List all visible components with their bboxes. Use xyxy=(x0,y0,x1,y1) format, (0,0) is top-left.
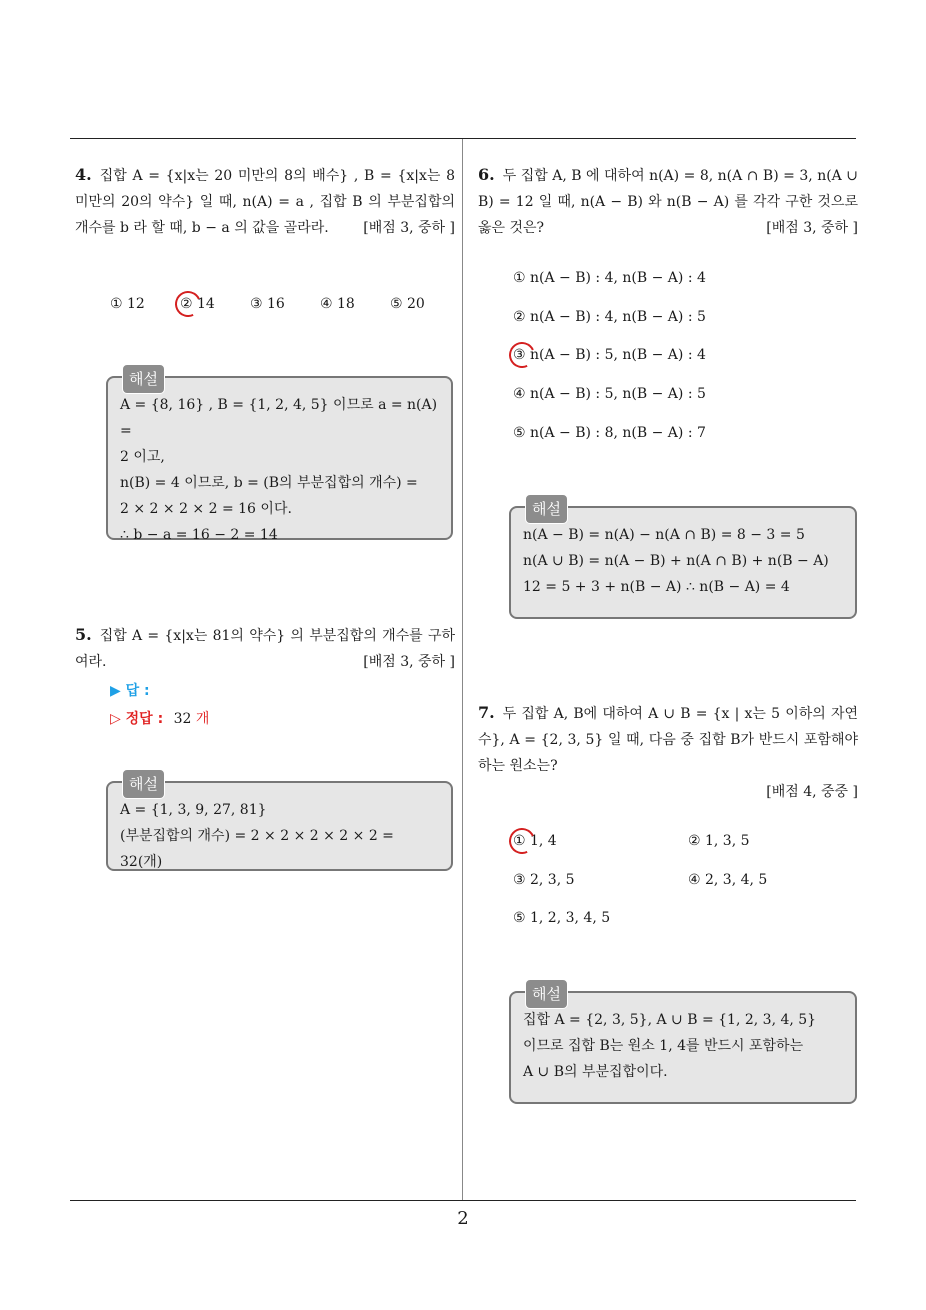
choice-2[interactable]: ② n(A − B) : 4, n(B − A) : 5 xyxy=(513,309,706,325)
bottom-rule xyxy=(70,1200,856,1201)
column-divider xyxy=(462,139,463,1201)
question-meta: [배점 3, 중하 ] xyxy=(363,220,455,236)
selected-answer-mark xyxy=(505,338,538,371)
solution-line: n(A − B) = n(A) − n(A ∩ B) = 8 − 3 = 5 xyxy=(523,527,805,543)
question-number: 7. xyxy=(478,703,495,722)
question-number: 5. xyxy=(75,625,92,644)
solution-line: 2 이고, xyxy=(120,449,165,465)
solution-tag: 해설 xyxy=(122,364,165,394)
question-text: 집합 A = {x|x는 81의 약수} 의 부분집합의 개수를 구하여라. xyxy=(75,628,455,670)
question-5 xyxy=(75,622,455,675)
choice-4[interactable]: ④ 18 xyxy=(320,296,355,312)
solution-line: (부분집합의 개수) = 2 × 2 × 2 × 2 × 2 = 32(개) xyxy=(120,828,394,870)
question-text: 집합 A = {x|x는 20 미만의 8의 배수} , B = {x|x는 8 미만의 20의 약수} 일 때, n(A) = a , 집합 B 의 부분집합의 개수를 b 라 할 때, b − a 의 값을 골라라. xyxy=(75,168,455,236)
solution-line: 집합 A = {2, 3, 5}, A ∪ B = {1, 2, 3, 4, 5} xyxy=(523,1012,817,1028)
correct-answer xyxy=(110,708,209,728)
correct-label: ▷ 정답 : xyxy=(110,711,164,727)
question-meta: [배점 3, 중하 ] xyxy=(766,220,858,236)
choice-1[interactable]: ① 1, 4 xyxy=(513,833,557,849)
solution-line: n(B) = 4 이므로, b = (B의 부분집합의 개수) = xyxy=(120,475,418,491)
choice-3[interactable]: ③ 2, 3, 5 xyxy=(513,872,575,888)
solution-tag: 해설 xyxy=(122,769,165,799)
solution-line: n(A ∪ B) = n(A − B) + n(A ∩ B) + n(B − A) xyxy=(523,553,829,569)
choice-4[interactable]: ④ n(A − B) : 5, n(B − A) : 5 xyxy=(513,386,706,402)
choice-5[interactable]: ⑤ 1, 2, 3, 4, 5 xyxy=(513,910,611,926)
question-number: 6. xyxy=(478,165,495,184)
choice-4[interactable]: ④ 2, 3, 4, 5 xyxy=(688,872,768,888)
solution-box xyxy=(106,370,453,543)
question-number: 4. xyxy=(75,165,92,184)
choice-3[interactable]: ③ 16 xyxy=(250,296,285,312)
solution-tag: 해설 xyxy=(525,494,568,524)
choice-2[interactable]: ② 1, 3, 5 xyxy=(688,833,750,849)
solution-line: ∴ b − a = 16 − 2 = 14 xyxy=(120,527,278,543)
choice-5[interactable]: ⑤ n(A − B) : 8, n(B − A) : 7 xyxy=(513,425,706,441)
answer-label: ▶ 답 : xyxy=(110,683,150,699)
solution-tag: 해설 xyxy=(525,979,568,1009)
question-7 xyxy=(478,700,858,805)
choice-2[interactable]: ② 14 xyxy=(180,296,215,312)
question-4 xyxy=(75,162,455,241)
question-text: 두 집합 A, B 에 대하여 n(A) = 8, n(A ∩ B) = 3, n(A ∪ B) = 12 일 때, n(A − B) 와 n(B − A) 를 각각 구한 것으로 옳은 것은? xyxy=(478,168,858,236)
top-rule xyxy=(70,138,856,139)
choice-3[interactable]: ③ n(A − B) : 5, n(B − A) : 4 xyxy=(513,347,706,363)
choice-1[interactable]: ① 12 xyxy=(110,296,145,312)
question-meta: [배점 4, 중중 ] xyxy=(766,784,858,800)
choice-5[interactable]: ⑤ 20 xyxy=(390,296,425,312)
solution-line: A = {1, 3, 9, 27, 81} xyxy=(120,802,267,818)
question-text: 두 집합 A, B에 대하여 A ∪ B = {x | x는 5 이하의 자연수}, A = {2, 3, 5} 일 때, 다음 중 집합 B가 반드시 포함해야 하는 원소는? xyxy=(478,706,858,774)
solution-line: 이므로 집합 B는 원소 1, 4를 반드시 포함하는 xyxy=(523,1038,804,1054)
selected-answer-mark xyxy=(505,824,538,857)
solution-line: A = {8, 16} , B = {1, 2, 4, 5} 이므로 a = n(A) = xyxy=(120,397,438,439)
question-6 xyxy=(478,162,858,241)
page-number: 2 xyxy=(457,1208,469,1229)
solution-box xyxy=(509,500,857,619)
correct-value: 32 xyxy=(173,711,192,727)
selected-answer-mark xyxy=(171,287,204,320)
question-meta: [배점 3, 중하 ] xyxy=(363,654,455,670)
choice-1[interactable]: ① n(A − B) : 4, n(B − A) : 4 xyxy=(513,270,706,286)
solution-box xyxy=(106,775,453,871)
correct-unit: 개 xyxy=(195,711,210,727)
solution-line: 12 = 5 + 3 + n(B − A) ∴ n(B − A) = 4 xyxy=(523,579,790,595)
solution-box xyxy=(509,985,857,1104)
solution-line: 2 × 2 × 2 × 2 = 16 이다. xyxy=(120,501,292,517)
solution-line: A ∪ B의 부분집합이다. xyxy=(523,1064,668,1080)
